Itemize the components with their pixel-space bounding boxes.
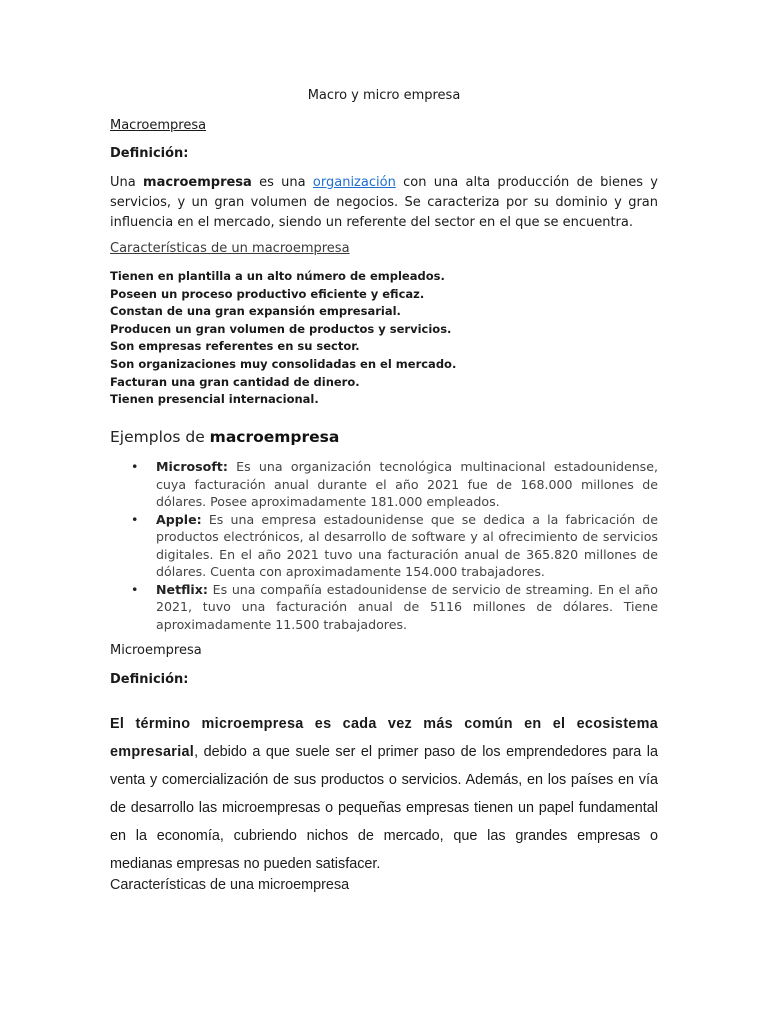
macro-term: macroempresa <box>143 175 252 190</box>
bullet-icon: • <box>131 581 139 597</box>
example-item-apple <box>110 511 658 581</box>
macro-characteristics-list <box>110 268 456 409</box>
macro-heading: Macroempresa <box>110 118 207 133</box>
bullet-icon: • <box>131 459 139 474</box>
micro-heading: Microempresa <box>110 643 202 658</box>
list-item: Son empresas referentes en su sector. <box>110 339 360 354</box>
micro-definition-paragraph <box>110 710 658 878</box>
micro-definition-bold: El término microempresa es cada vez más común en el ecosistema empresarial <box>110 716 658 760</box>
example-name: Netflix: <box>156 581 208 597</box>
list-item: Son organizaciones muy consolidadas en el mercado. <box>110 356 457 371</box>
list-item: Facturan una gran cantidad de dinero. <box>110 374 360 389</box>
example-name: Apple: <box>156 511 202 527</box>
macro-characteristics-heading: Características de un macroempresa <box>110 241 350 256</box>
list-item: Producen un gran volumen de productos y servicios. <box>110 321 452 336</box>
list-item: Poseen un proceso productivo eficiente y eficaz. <box>110 286 425 301</box>
example-name: Microsoft: <box>156 459 228 474</box>
micro-definition-label: Definición: <box>110 672 189 687</box>
example-text: Es una organización tecnológica multinacional estadounidense, cuya facturación anual durante el año 2021 fue de 168.000 millones de dólares. Posee aproximadamente 181.000 empleados. <box>156 459 658 509</box>
examples-list <box>110 458 658 633</box>
example-text: Es una empresa estadounidense que se dedica a la fabricación de productos electrónicos, al desarrollo de software y al ofrecimiento de servicios digitales. En el año 2021 tuvo una facturación anual de 365.820 millones de dólares. Cuenta con aproximadamente 154.000 trabajadores. <box>156 511 658 579</box>
examples-heading-prefix: Ejemplos de <box>110 428 210 446</box>
document-title: Macro y micro empresa <box>307 88 461 103</box>
list-item: Tienen presencial internacional. <box>110 392 319 407</box>
list-item: Tienen en plantilla a un alto número de empleados. <box>110 269 445 283</box>
example-item-netflix <box>110 581 658 634</box>
macro-definition-text: con una alta producción de bienes y servicios, y un gran volumen de negocios. Se caracteriza por su dominio y gran influencia en el mercado, siendo un referente del sector en el que se encuentra. <box>110 175 658 230</box>
bullet-icon: • <box>131 511 139 527</box>
examples-heading <box>110 428 339 446</box>
example-text: Es una compañía estadounidense de servicio de streaming. En el año 2021, tuvo una facturación anual de 5116 millones de dólares. Tiene aproximadamente 11.500 trabajadores. <box>156 581 658 632</box>
macro-definition-text: Una <box>110 175 144 190</box>
micro-definition-text: , debido a que suele ser el primer paso de los emprendedores para la venta y comercialización de sus productos o servicios. Además, en los países en vía de desarrollo las microempresas o pequeñas empresas tienen un papel fundamental en la economía, cubriendo nichos de mercado, que las grandes empresas o medianas empresas no pueden satisfacer. <box>110 744 658 872</box>
macro-definition-label: Definición: <box>110 146 189 161</box>
micro-characteristics-heading: Características de una microempresa <box>110 877 350 893</box>
list-item: Constan de una gran expansión empresarial. <box>110 304 401 319</box>
macro-definition-text: es una <box>251 175 313 190</box>
organizacion-link[interactable]: organización <box>312 175 396 190</box>
macro-definition-paragraph <box>110 173 658 233</box>
example-item-microsoft <box>110 458 658 511</box>
examples-heading-term: macroempresa <box>209 428 340 446</box>
